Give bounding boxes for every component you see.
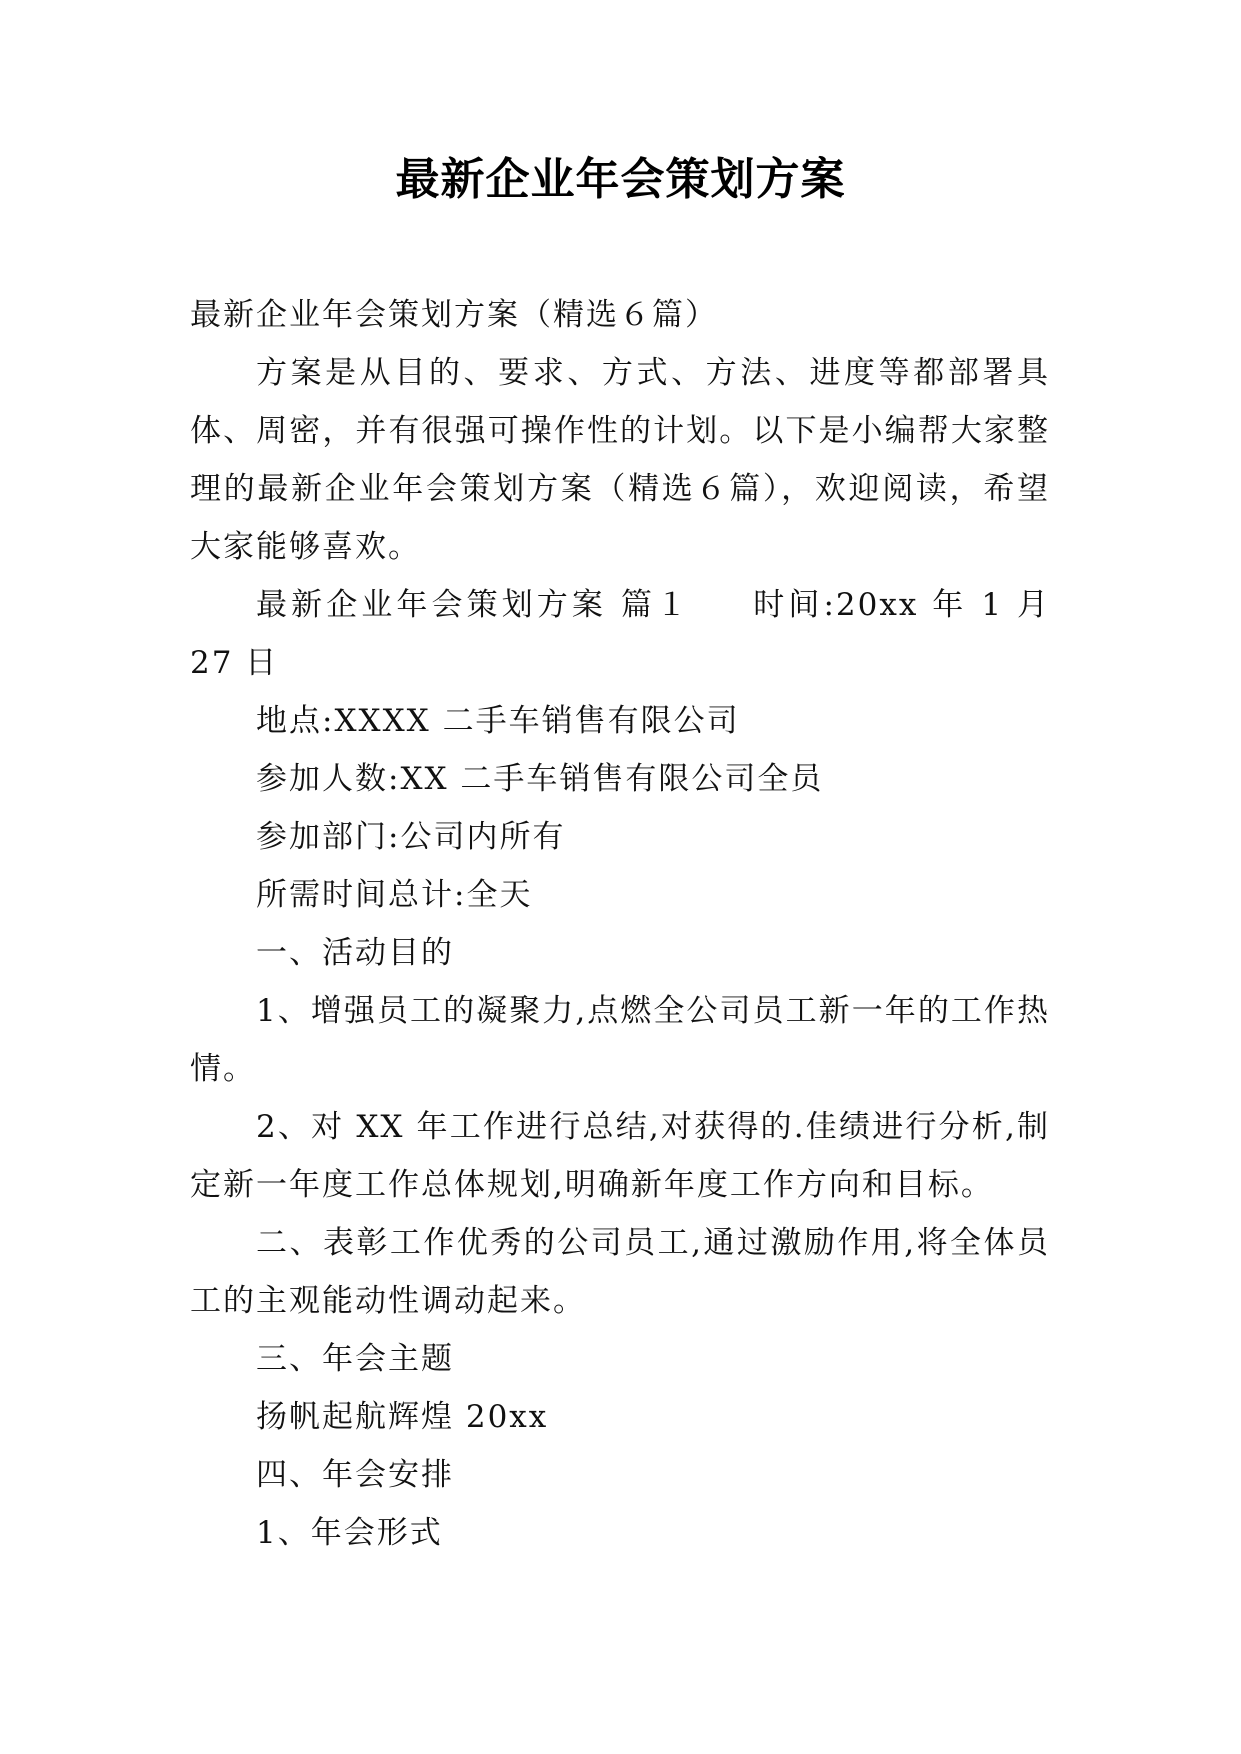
- theme-line: 扬帆起航辉煌 20xx: [256, 1399, 549, 1435]
- attendees-line: 参加人数:XX 二手车销售有限公司全员: [256, 761, 824, 797]
- section1-item1: 1、增强员工的凝聚力,点燃全公司员工新一年的工作热情。: [190, 993, 1050, 1087]
- section3-heading: 三、年会主题: [256, 1341, 454, 1377]
- section4-heading: 四、年会安排: [256, 1457, 454, 1493]
- section1-item2: 2、对 XX 年工作进行总结,对获得的.佳绩进行分析,制定新一年度工作总体规划,明确新年度工作方向和目标。: [190, 1109, 1050, 1203]
- departments-line: 参加部门:公司内所有: [256, 819, 566, 855]
- article-heading-line: [190, 576, 1050, 692]
- section2-paragraph: 二、表彰工作优秀的公司员工,通过激励作用,将全体员工的主观能动性调动起来。: [190, 1225, 1050, 1319]
- document-body: [190, 286, 1050, 1562]
- section1-heading: 一、活动目的: [256, 935, 454, 971]
- article-heading: 最新企业年会策划方案 篇１: [256, 587, 692, 623]
- time-line: 时间:20xx 年 1 月 27 日: [190, 587, 1050, 681]
- duration-line: 所需时间总计:全天: [256, 877, 533, 913]
- document-title: 最新企业年会策划方案: [395, 154, 846, 205]
- document-subtitle: 最新企业年会策划方案（精选６篇）: [190, 297, 718, 333]
- intro-paragraph: 方案是从目的、要求、方式、方法、进度等都部署具体、周密，并有很强可操作性的计划。以下是小编帮大家整理的最新企业年会策划方案（精选６篇），欢迎阅读，希望大家能够喜欢。: [190, 355, 1050, 565]
- location-line: 地点:XXXX 二手车销售有限公司: [256, 703, 740, 739]
- section4-item1: 1、年会形式: [256, 1515, 443, 1551]
